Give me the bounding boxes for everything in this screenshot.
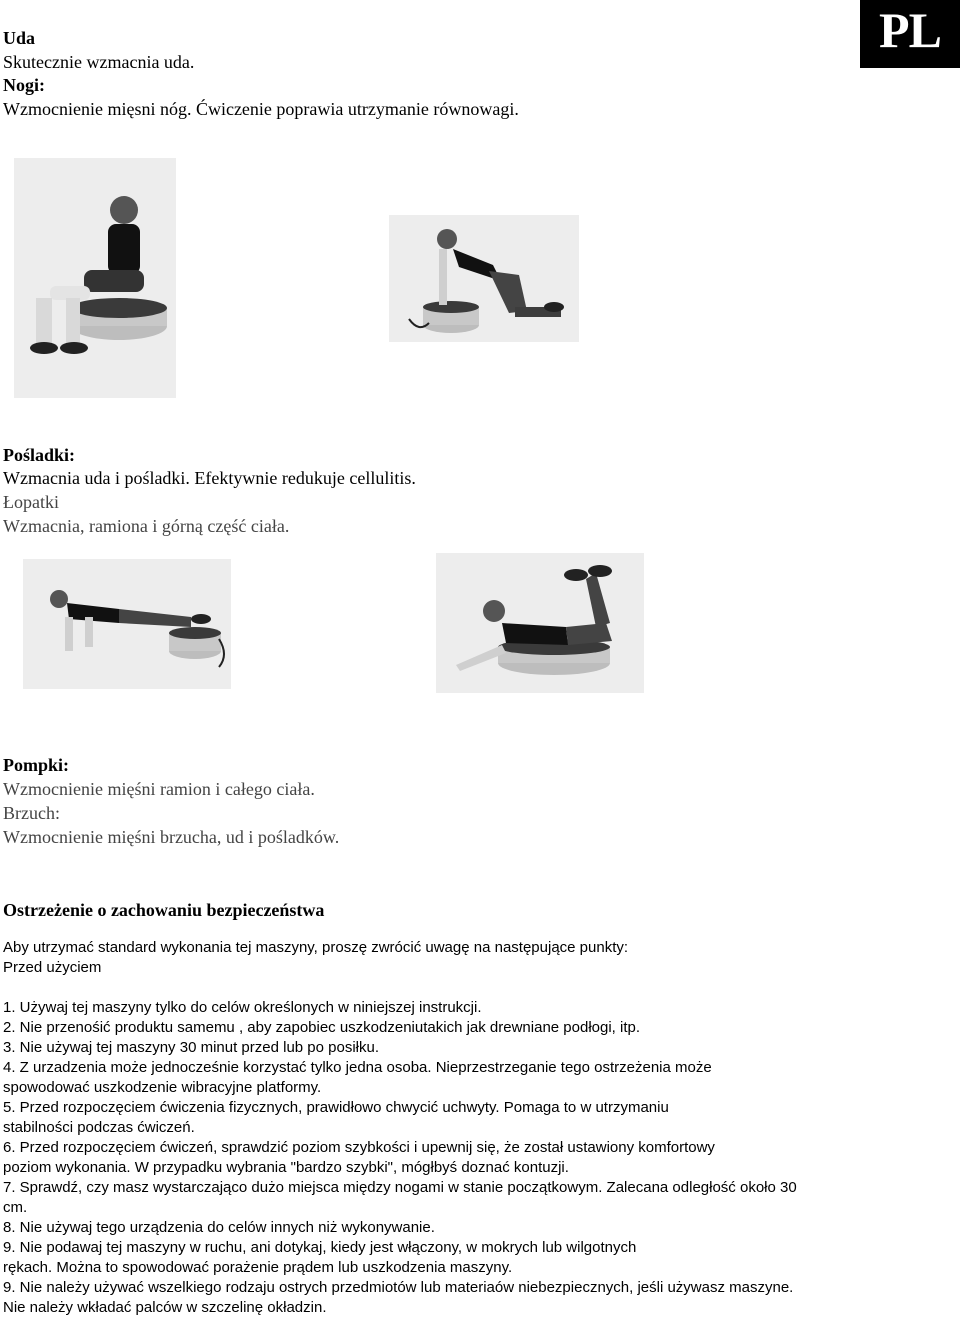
section-title-uda: Uda: [3, 28, 36, 48]
warning-before-use: Przed użyciem: [3, 959, 102, 976]
woman-lying-on-platform-photo: [436, 553, 644, 693]
woman-kneeling-hands-on-platform-photo: [389, 215, 579, 342]
warning-line: 3. Nie używaj tej maszyny 30 minut przed lub po posiłku.: [3, 1039, 380, 1056]
warning-line: 1. Używaj tej maszyny tylko do celów określonych w niniejszej instrukcji.: [3, 999, 482, 1016]
warning-intro: Aby utrzymać standard wykonania tej maszyny, proszę zwrócić uwagę na następujące punkty:: [3, 939, 629, 956]
woman-pushup-feet-on-platform-photo: [23, 559, 231, 689]
warning-line: Nie należy wkładać palców w szczelinę okładzin.: [3, 1299, 327, 1316]
warning-line: 8. Nie używaj tego urządzenia do celów innych niż wykonywanie.: [3, 1219, 435, 1236]
warning-line: poziom wykonania. W przypadku wybrania "bardzo szybki", mógłbyś doznać kontuzji.: [3, 1159, 569, 1176]
section-desc-pompki: Wzmocnienie mięśni ramion i całego ciała.: [3, 779, 315, 799]
warning-line: 4. Z urzadzenia może jednocześnie korzystać tylko jedna osoba. Nieprzestrzeganie tego ostrzeżenia może: [3, 1059, 712, 1076]
section-desc-uda: Skutecznie wzmacnia uda.: [3, 52, 195, 72]
warning-line: 7. Sprawdź, czy masz wystarczająco dużo miejsca między nogami w stanie początkowym. Zalecana odległość około 30: [3, 1179, 797, 1196]
warning-line: 9. Nie należy używać wszelkiego rodzaju ostrych przedmiotów lub materiaów niebezpiecznych, jeśli używasz maszyne.: [3, 1279, 794, 1296]
section-title-pompki: Pompki:: [3, 755, 70, 775]
section-title-posladki: Pośladki:: [3, 445, 76, 465]
section-title-nogi: Nogi:: [3, 75, 45, 95]
warning-title: Ostrzeżenie o zachowaniu bezpieczeństwa: [3, 900, 325, 920]
section-title-brzuch: Brzuch:: [3, 803, 60, 823]
language-badge: [860, 0, 960, 68]
woman-sitting-on-platform-photo: [14, 158, 176, 398]
section-desc-lopatki: Wzmacnia, ramiona i górną część ciała.: [3, 516, 290, 536]
warning-line: spowodować uszkodzenie wibracyjne platformy.: [3, 1079, 322, 1096]
warning-line: 6. Przed rozpoczęciem ćwiczeń, sprawdzić poziom szybkości i upewnij się, że został ustawiony komfortowy: [3, 1139, 715, 1156]
language-badge-label: PL: [879, 2, 941, 58]
warning-line: rękach. Można to spowodować porażenie prądem lub uszkodzenia maszyny.: [3, 1259, 513, 1276]
section-desc-brzuch: Wzmocnienie mięśni brzucha, ud i pośladków.: [3, 827, 340, 847]
warning-line: 9. Nie podawaj tej maszyny w ruchu, ani dotykaj, kiedy jest włączony, w mokrych lub wilgotnych: [3, 1239, 637, 1256]
section-title-lopatki: Łopatki: [3, 492, 59, 512]
section-desc-posladki: Wzmacnia uda i pośladki. Efektywnie redukuje cellulitis.: [3, 468, 416, 488]
warning-line: stabilności podczas ćwiczeń.: [3, 1119, 195, 1136]
warning-line: cm.: [3, 1199, 28, 1216]
section-desc-nogi: Wzmocnienie mięsni nóg. Ćwiczenie poprawia utrzymanie równowagi.: [3, 99, 519, 119]
warning-line: 2. Nie przenośić produktu samemu , aby zapobiec uszkodzeniutakich jak drewniane podłogi, itp.: [3, 1019, 641, 1036]
warning-line: 5. Przed rozpoczęciem ćwiczenia fizycznych, prawidłowo chwycić uchwyty. Pomaga to w utrzymaniu: [3, 1099, 669, 1116]
